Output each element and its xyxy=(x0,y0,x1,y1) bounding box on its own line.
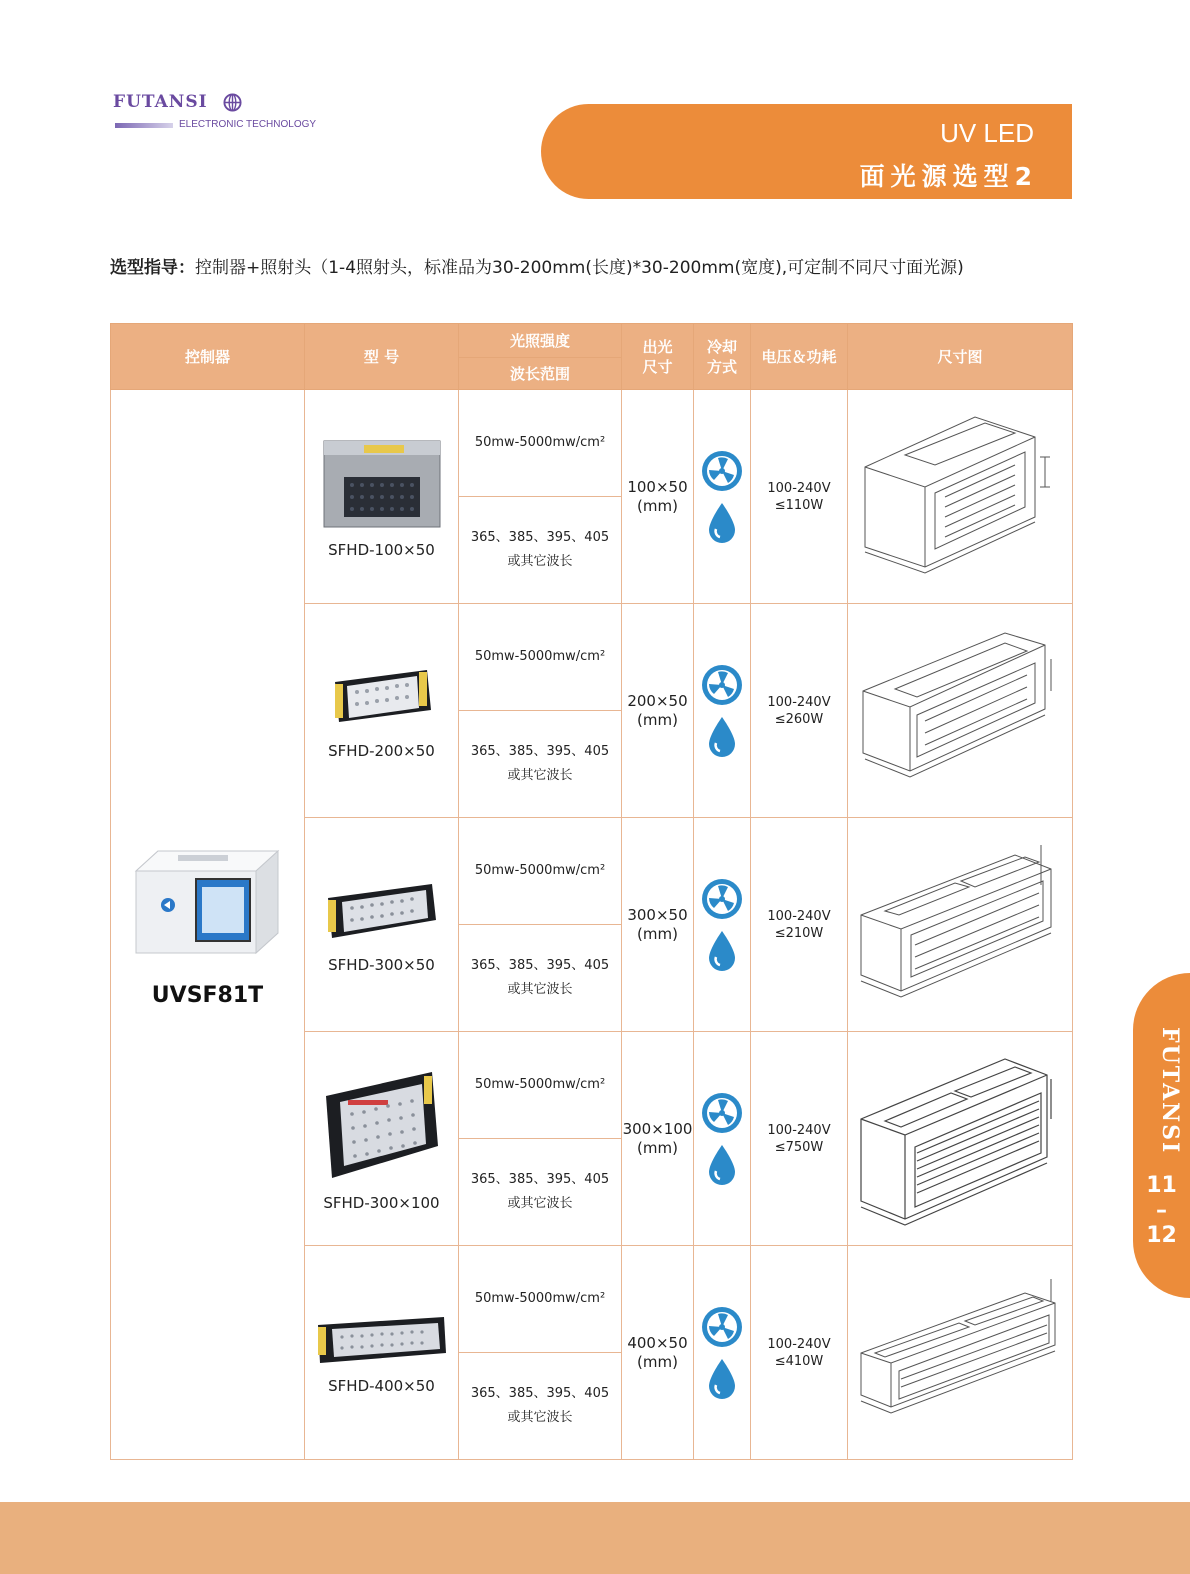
product-image-4 xyxy=(320,1066,444,1184)
size-2: 200×50 xyxy=(627,691,688,710)
header-power: 电压＆功耗 xyxy=(751,324,848,390)
banner-line2: 面光源选型2 xyxy=(859,162,1038,191)
volt-4: 100-240V xyxy=(767,1122,831,1138)
dimension-drawing-2 xyxy=(855,621,1065,801)
logo-bar xyxy=(115,123,173,128)
wave-1a: 365、385、395、405 xyxy=(470,530,610,545)
size-unit-5: (mm) xyxy=(637,1352,678,1371)
drawing-cell-1 xyxy=(848,390,1073,604)
wavelength-cell-3 xyxy=(459,925,622,1032)
watt-2: ≤260W xyxy=(774,711,824,727)
water-drop-icon xyxy=(706,929,738,973)
guide-text: 控制器+照射头（1-4照射头，标准品为30-200mm(长度)*30-200mm(宽度),可定制不同尺寸面光源) xyxy=(195,258,964,278)
size-unit-1: (mm) xyxy=(637,496,678,515)
wave-5a: 365、385、395、405 xyxy=(470,1386,610,1401)
banner-line1: UV LED xyxy=(940,118,1034,148)
header-wavelength: 波长范围 xyxy=(459,358,622,390)
product-image-5 xyxy=(314,1311,450,1367)
drawing-cell-2 xyxy=(848,604,1073,818)
size-unit-4: (mm) xyxy=(637,1138,678,1157)
wavelength-cell-5 xyxy=(459,1353,622,1460)
product-image-1 xyxy=(320,435,444,531)
header-size-text: 出光尺寸 xyxy=(642,337,673,376)
fan-icon xyxy=(700,1091,744,1135)
cooling-cell-5 xyxy=(694,1246,751,1460)
product-table xyxy=(110,323,1073,1460)
size-cell-4 xyxy=(622,1032,694,1246)
volt-5: 100-240V xyxy=(767,1336,831,1352)
controller-cell xyxy=(111,390,305,1460)
cooling-cell-3 xyxy=(694,818,751,1032)
wave-5b: 或其它波长 xyxy=(507,1410,573,1425)
page-number-top: 11 xyxy=(1146,1173,1177,1198)
header-drawing: 尺寸图 xyxy=(848,324,1073,390)
logo-subtitle: ELECTRONIC TECHNOLOGY xyxy=(179,119,317,130)
power-cell-4 xyxy=(751,1032,848,1246)
side-brand: FUTANSI xyxy=(1157,1027,1183,1155)
watt-5: ≤410W xyxy=(774,1353,824,1369)
model-name-3: SFHD-300×50 xyxy=(328,955,435,974)
size-cell-5 xyxy=(622,1246,694,1460)
product-image-2 xyxy=(327,662,437,732)
cooling-cell-2 xyxy=(694,604,751,818)
fan-icon xyxy=(700,877,744,921)
intensity-3: 50mw-5000mw/cm² xyxy=(459,818,622,925)
wavelength-cell-1 xyxy=(459,497,622,604)
header-controller: 控制器 xyxy=(111,324,305,390)
fan-icon xyxy=(700,1305,744,1349)
size-4: 300×100 xyxy=(622,1119,693,1138)
dimension-drawing-3 xyxy=(855,835,1065,1015)
water-drop-icon xyxy=(706,1143,738,1187)
watt-3: ≤210W xyxy=(774,925,824,941)
volt-1: 100-240V xyxy=(767,480,831,496)
model-name-5: SFHD-400×50 xyxy=(328,1376,435,1395)
volt-2: 100-240V xyxy=(767,694,831,710)
header-cooling-text: 冷却方式 xyxy=(706,337,737,376)
wave-3a: 365、385、395、405 xyxy=(470,958,610,973)
size-1: 100×50 xyxy=(627,477,688,496)
size-cell-1 xyxy=(622,390,694,604)
globe-icon xyxy=(223,93,242,112)
footer-band xyxy=(0,1502,1190,1574)
wave-3b: 或其它波长 xyxy=(507,982,573,997)
intensity-1: 50mw-5000mw/cm² xyxy=(459,390,622,497)
fan-icon xyxy=(700,449,744,493)
model-cell-5 xyxy=(305,1246,459,1460)
side-page-tab xyxy=(1133,973,1190,1298)
size-unit-3: (mm) xyxy=(637,924,678,943)
size-cell-3 xyxy=(622,818,694,1032)
wave-4b: 或其它波长 xyxy=(507,1196,573,1211)
drawing-cell-5 xyxy=(848,1246,1073,1460)
intensity-4: 50mw-5000mw/cm² xyxy=(459,1032,622,1139)
watt-1: ≤110W xyxy=(774,497,824,513)
power-cell-5 xyxy=(751,1246,848,1460)
size-3: 300×50 xyxy=(627,905,688,924)
controller-name: UVSF81T xyxy=(151,983,264,1008)
wave-1b: 或其它波长 xyxy=(507,554,573,569)
controller-image xyxy=(128,841,288,961)
intensity-2: 50mw-5000mw/cm² xyxy=(459,604,622,711)
wave-4a: 365、385、395、405 xyxy=(470,1172,610,1187)
model-cell-4 xyxy=(305,1032,459,1246)
power-cell-3 xyxy=(751,818,848,1032)
header-model: 型 号 xyxy=(305,324,459,390)
water-drop-icon xyxy=(706,715,738,759)
wave-2a: 365、385、395、405 xyxy=(470,744,610,759)
header-cooling xyxy=(694,324,751,390)
product-image-3 xyxy=(322,876,442,946)
header-size xyxy=(622,324,694,390)
watt-4: ≤750W xyxy=(774,1139,824,1155)
guide-label: 选型指导： xyxy=(110,258,195,278)
drawing-cell-3 xyxy=(848,818,1073,1032)
page-separator: – xyxy=(1156,1198,1167,1223)
wavelength-cell-2 xyxy=(459,711,622,818)
model-cell-1 xyxy=(305,390,459,604)
model-cell-2 xyxy=(305,604,459,818)
company-logo xyxy=(113,92,343,134)
model-name-4: SFHD-300×100 xyxy=(323,1193,440,1212)
page-number-bottom: 12 xyxy=(1146,1223,1177,1248)
water-drop-icon xyxy=(706,501,738,545)
power-cell-2 xyxy=(751,604,848,818)
cooling-cell-4 xyxy=(694,1032,751,1246)
logo-name: FUTANSI xyxy=(113,92,208,112)
dimension-drawing-4 xyxy=(855,1049,1065,1229)
drawing-cell-4 xyxy=(848,1032,1073,1246)
selection-guide xyxy=(110,253,964,278)
dimension-drawing-1 xyxy=(855,407,1065,587)
size-5: 400×50 xyxy=(627,1333,688,1352)
size-unit-2: (mm) xyxy=(637,710,678,729)
size-cell-2 xyxy=(622,604,694,818)
wave-2b: 或其它波长 xyxy=(507,768,573,783)
dimension-drawing-5 xyxy=(855,1263,1065,1443)
model-name-1: SFHD-100×50 xyxy=(328,540,435,559)
cooling-cell-1 xyxy=(694,390,751,604)
header-intensity: 光照强度 xyxy=(459,324,622,358)
water-drop-icon xyxy=(706,1357,738,1401)
model-name-2: SFHD-200×50 xyxy=(328,741,435,760)
volt-3: 100-240V xyxy=(767,908,831,924)
intensity-5: 50mw-5000mw/cm² xyxy=(459,1246,622,1353)
power-cell-1 xyxy=(751,390,848,604)
title-banner xyxy=(541,104,1072,199)
model-cell-3 xyxy=(305,818,459,1032)
wavelength-cell-4 xyxy=(459,1139,622,1246)
fan-icon xyxy=(700,663,744,707)
